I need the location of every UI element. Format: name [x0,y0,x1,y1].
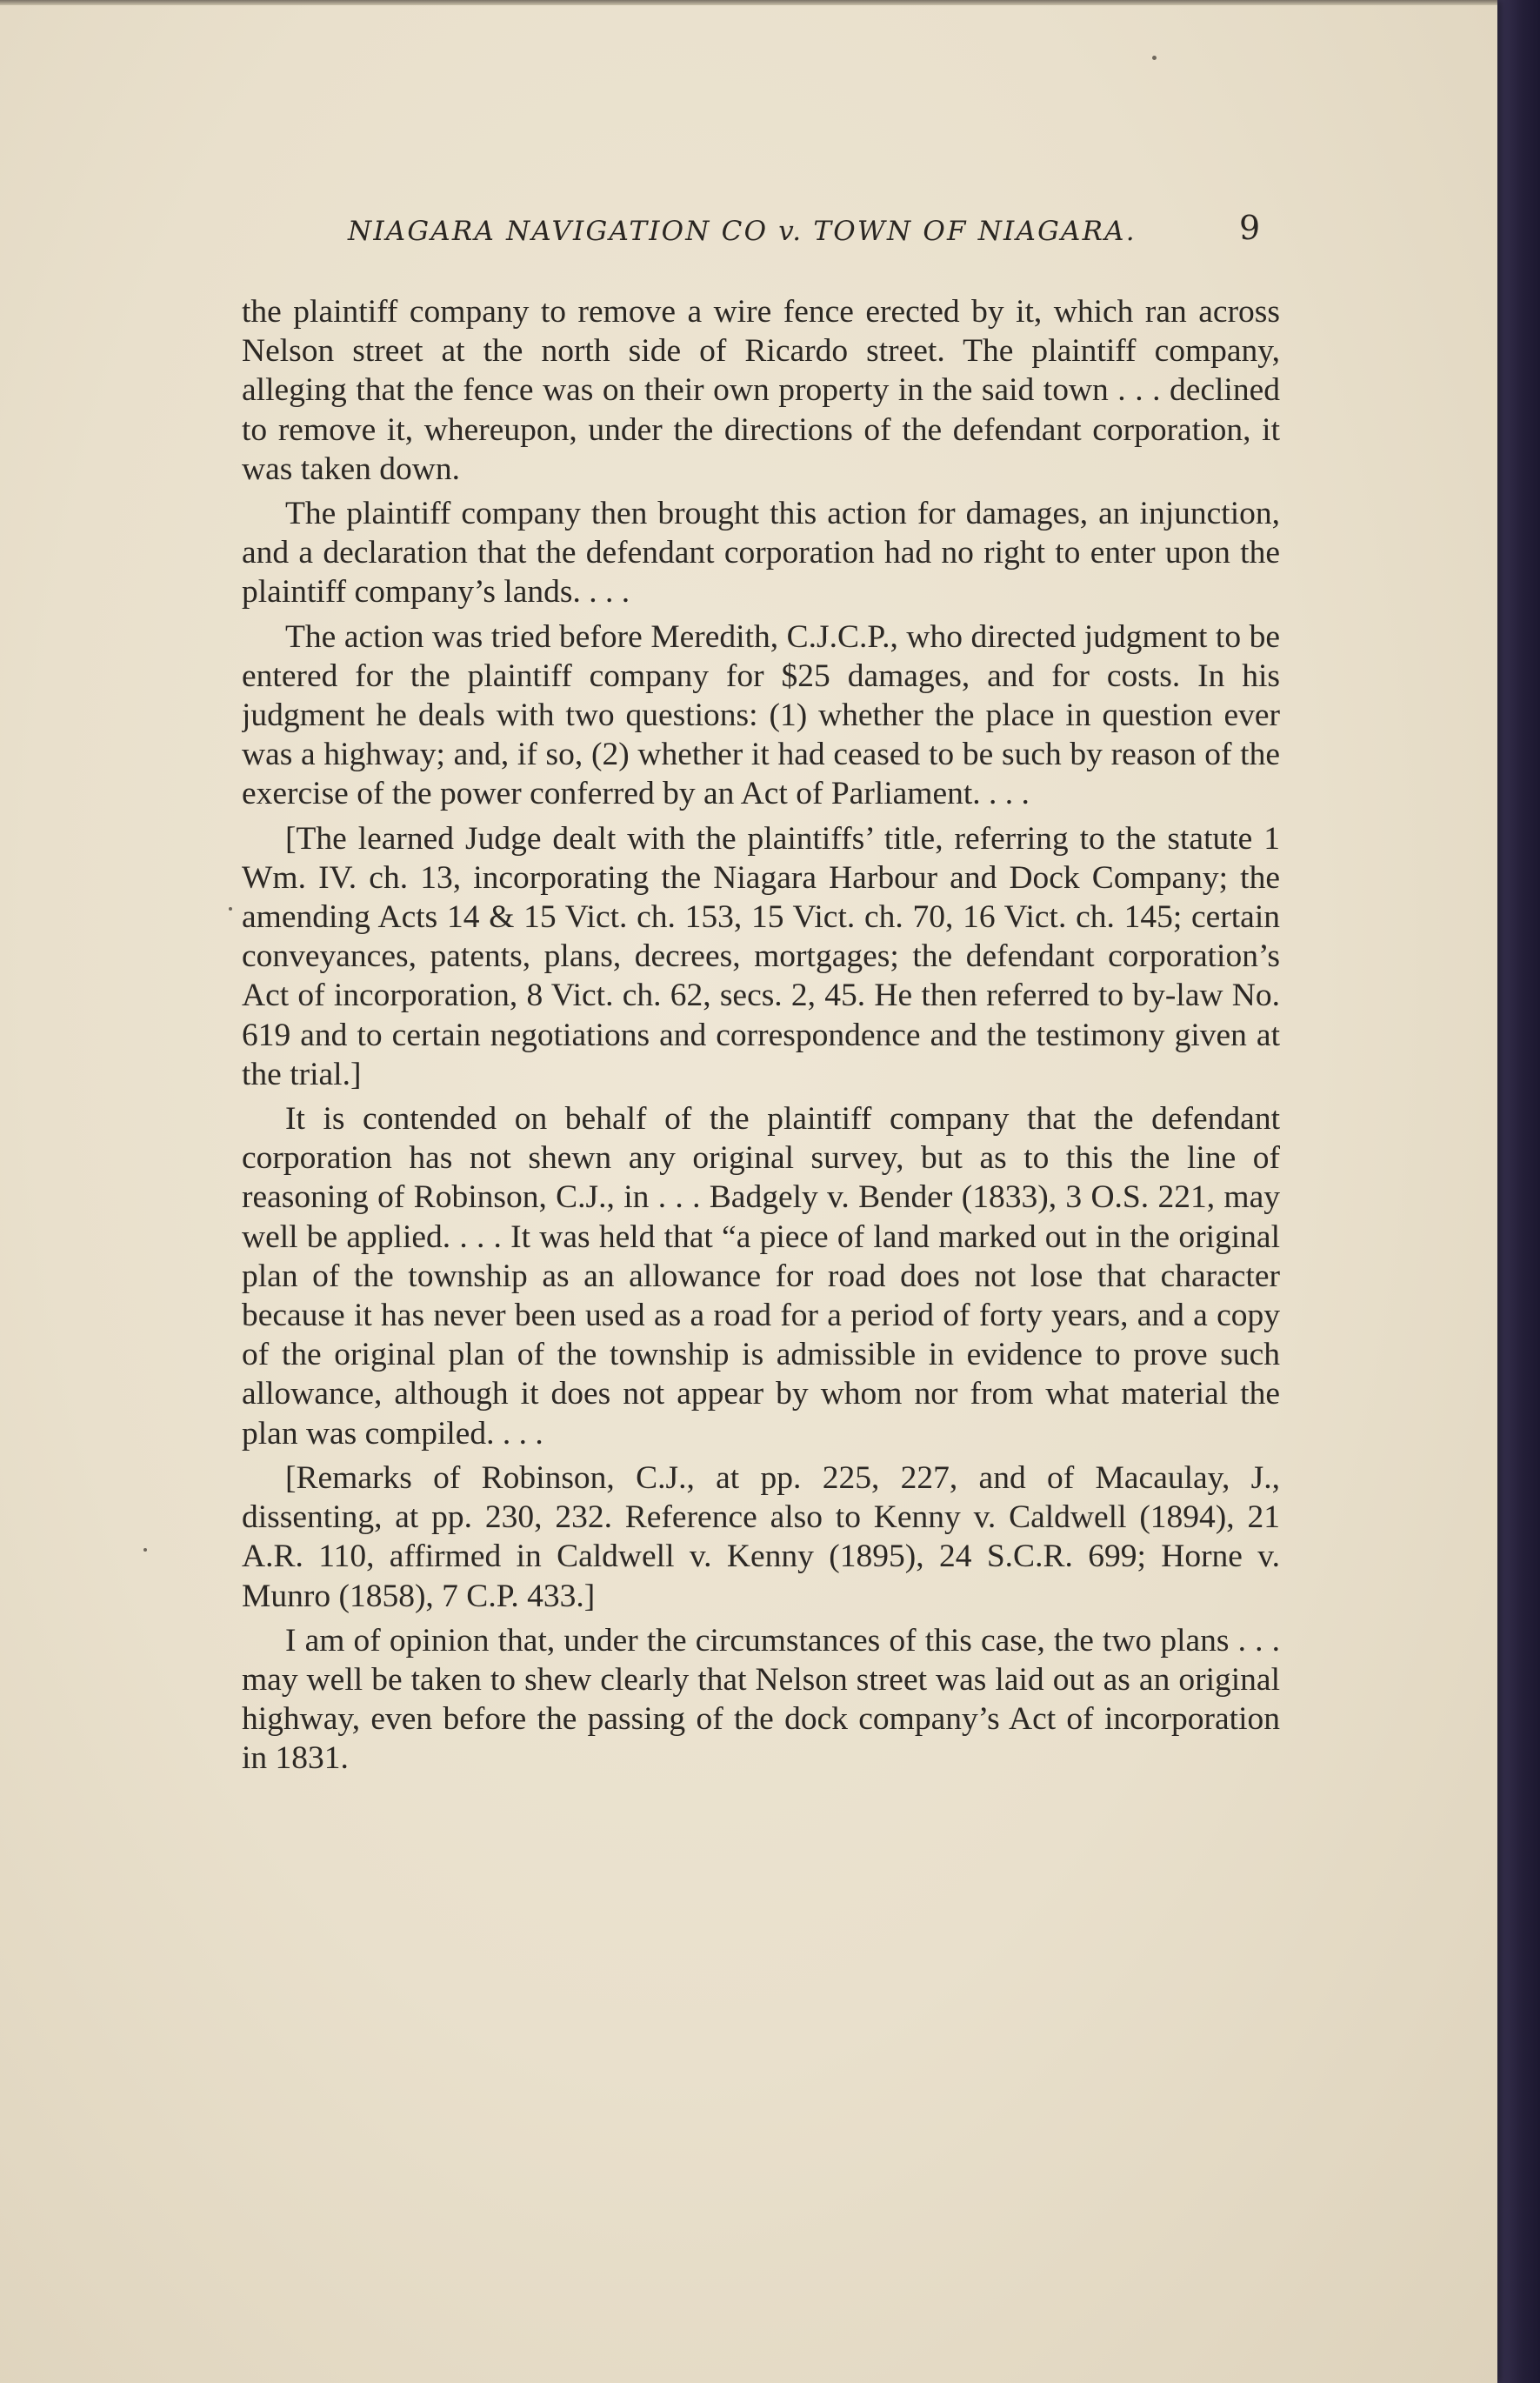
paper-speck [143,1548,147,1552]
body-text [242,292,1280,2101]
paragraph: The action was tried before Meredith, C.J.C.P., who directed judgment to be entered for the plaintiff company for $25 damages, and for costs. In his judgment he deals with two questions: (1) whether the place in question ever was a highway; and, if so, (2) whether it had ceased to be such by reason of the exercise of the power conferred by an Act of Parliament. . . . [242,618,1280,812]
page-top-shadow [0,0,1497,5]
paragraph: The plaintiff company then brought this action for damages, an injunction, and a declaration that the defendant corporation had no right to enter upon the plaintiff company’s lands. . . . [242,496,1280,611]
paragraph: I am of opinion that, under the circumstances of this case, the two plans . . . may well be taken to shew clearly that Nelson street was laid out as an original highway, even before the passing of the dock company’s Act of incorporation in 1831. [242,1622,1280,1777]
paper-speck [1152,56,1157,60]
paragraph: It is contended on behalf of the plaintiff company that the defendant corporation has not shewn any original survey, but as to this the line of reasoning of Robinson, C.J., in . . . Badgely v. Bender (1833), 3 O.S. 221, may well be applied. . . . It was held that “a piece of land marked out in the original plan of the township as an allowance for road does not lose that character because it has never been used as a road for a period of forty years, and a copy of the original plan of the township is admissible in evidence to prove such allowance, although it does not appear by whom nor from what material the plan was compiled. . . . [242,1101,1280,1452]
page-number: 9 [1239,209,1261,247]
paragraph: [The learned Judge dealt with the plaintiffs’ title, referring to the statute 1 Wm. IV. ch. 13, incorporating the Niagara Harbour and Dock Company; the amending Acts 14 & 15 Vict. ch. 153, 15 Vict. ch. 70, 16 Vict. ch. 145; certain conveyances, patents, plans, decrees, mortgages; the defendant corporation’s Act of incorporation, 8 Vict. ch. 62, secs. 2, 45. He then referred to by-law No. 619 and to certain negotiations and correspondence and the testimony given at the trial.] [242,820,1280,1092]
paragraph-continuation: the plaintiff company to remove a wire fence erected by it, which ran across Nelson street at the north side of Ricardo street. The plaintiff company, alleging that the fence was on their own property in the said town . . . declined to remove it, whereupon, under the directions of the defendant corporation, it was taken down. [242,294,1280,487]
book-binding-edge [1496,0,1540,2383]
running-title: NIAGARA NAVIGATION CO v. TOWN OF NIAGARA. [348,216,1137,247]
paper-speck [229,907,232,911]
paragraph: [Remarks of Robinson, C.J., at pp. 225, 227, and of Macaulay, J., dissenting, at pp. 230, 232. Reference also to Kenny v. Caldwell (1894), 21 A.R. 110, affirmed in Caldwell v. Kenny (1895), 24 S.C.R. 699; Horne v. Munro (1858), 7 C.P. 433.] [242,1459,1280,1614]
running-header [239,209,1283,261]
